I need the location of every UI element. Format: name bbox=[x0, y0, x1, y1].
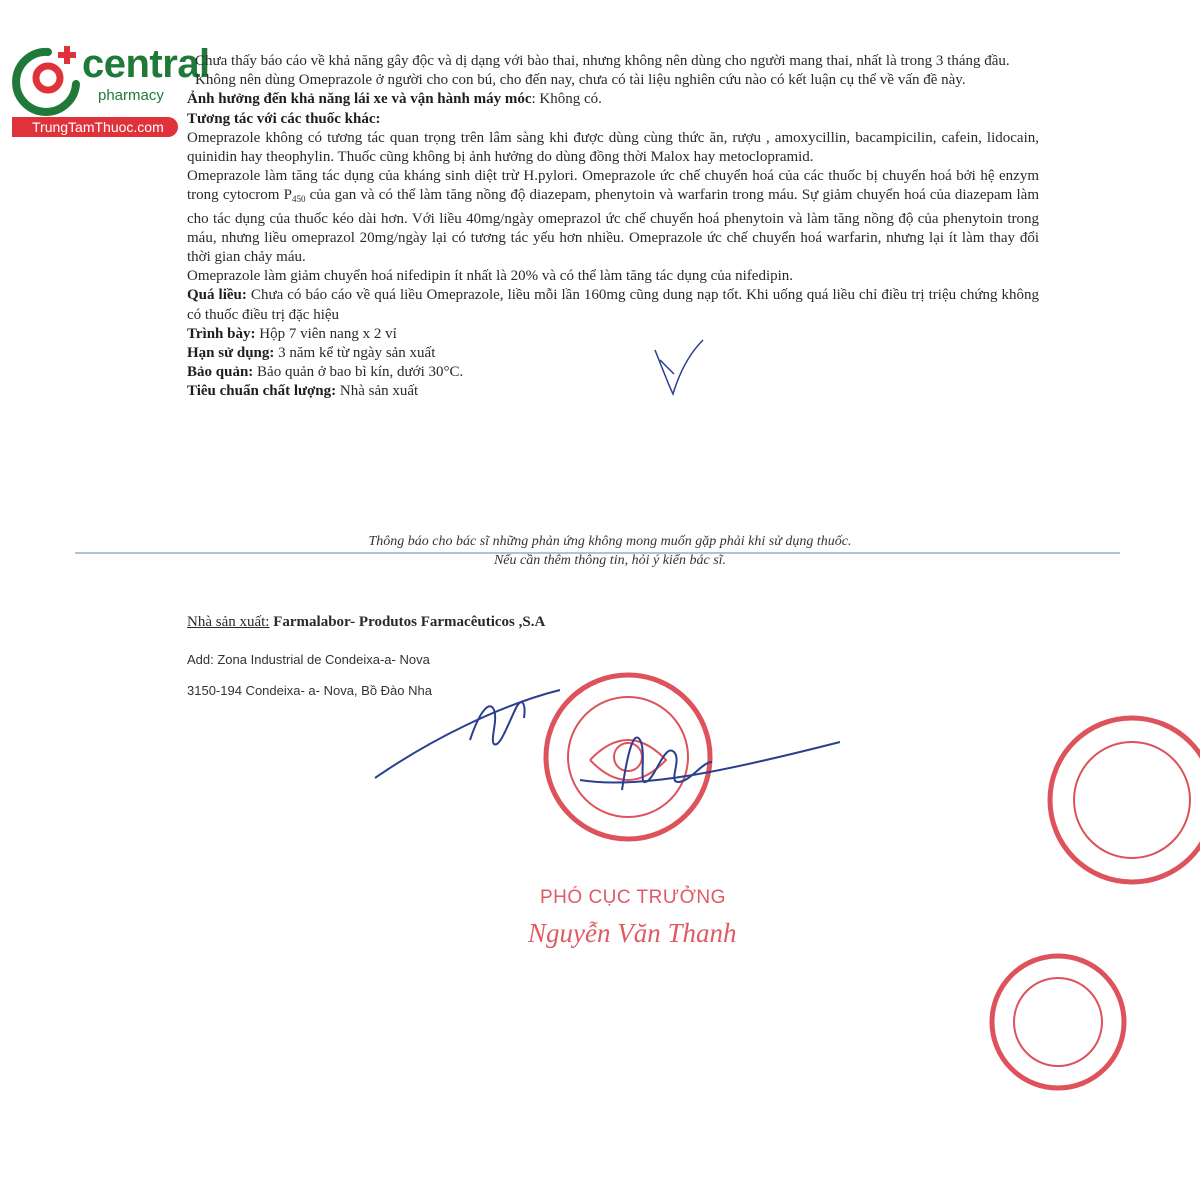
shelf-life-label: Hạn sử dụng: bbox=[187, 345, 275, 362]
brand-url[interactable]: TrungTamThuoc.com bbox=[12, 117, 178, 137]
lactation-paragraph: Không nên dùng Omeprazole ở người cho con bú, cho đến nay, chưa có tài liệu nghiên cứu nào có kết luận cụ thể về vấn đề này. bbox=[195, 72, 966, 89]
interactions-heading: Tương tác với các thuốc khác: bbox=[187, 110, 381, 127]
interactions-paragraph-3: Omeprazole làm giảm chuyển hoá nifedipin ít nhất là 20% và có thể làm tăng tác dụng của nifedipin. bbox=[187, 268, 794, 285]
notice-line-2: Nếu cần thêm thông tin, hỏi ý kiến bác sĩ. bbox=[493, 553, 727, 568]
interactions-paragraph-2: Omeprazole làm tăng tác dụng của kháng sinh diệt trừ H.pylori. Omeprazole ức chế chuyển hoá của các thuốc bị chuyển hoá bởi hệ enzym trong cytocrom $P_{450}$ của gan và có thể làm tăng nồng độ diazepam, phenytoin và warfarin trong máu. Sự giảm chuyển hoá của diazepam làm cho tác dụng của thuốc kéo dài hơn. Với liều 40mg/ngày omeprazol ức chế chuyển hoá phenytoin và làm tăng nồng độ của phenytoin trong máu, nhưng liều omeprazol 20mg/ngày lại có tương tác yếu hơn nhiều. Omeprazole ức chế chuyển hoá warfarin, nhưng lại ít làm thay đổi thời gian chảy máu. bbox=[187, 168, 1039, 266]
brand-tagline: pharmacy bbox=[98, 87, 164, 104]
quality-standard-label: Tiêu chuẩn chất lượng: bbox=[187, 383, 337, 400]
manufacturer-name: Farmalabor- Produtos Farmacêuticos ,S.A bbox=[273, 614, 546, 630]
quality-standard-text: Nhà sản xuất bbox=[336, 383, 419, 400]
signatory-name: Nguyễn Văn Thanh bbox=[528, 918, 737, 948]
driving-value: : Không có. bbox=[531, 91, 602, 108]
brand-name: central bbox=[82, 42, 210, 86]
partial-stamp-right-top-icon bbox=[1050, 718, 1200, 882]
pregnancy-paragraph: Chưa thấy báo cáo về khả năng gây độc và dị dạng với bào thai, nhưng không nên dùng cho người mang thai, nhất là trong 3 tháng đầu. bbox=[195, 53, 1010, 69]
shelf-life-text: 3 năm kể từ ngày sản xuất bbox=[274, 345, 436, 362]
initials-signature-icon bbox=[655, 340, 703, 394]
overdose-label: Quá liều: bbox=[187, 287, 247, 304]
signatory-title: PHÓ CỤC TRƯỞNG bbox=[540, 887, 726, 908]
manufacturer-label: Nhà sản xuất: bbox=[187, 614, 270, 630]
presentation-text: Hộp 7 viên nang x 2 vỉ bbox=[255, 325, 397, 342]
driving-label: Ảnh hưởng đến khả năng lái xe và vận hành máy móc bbox=[187, 91, 532, 108]
presentation-label: Trình bày: bbox=[187, 325, 256, 342]
notice-line-1: Thông báo cho bác sĩ những phản ứng không mong muốn gặp phải khi sử dụng thuốc. bbox=[368, 534, 852, 549]
storage-label: Bảo quản: bbox=[187, 364, 254, 381]
partial-stamp-right-bottom-icon bbox=[992, 956, 1124, 1088]
storage-text: Bảo quản ở bao bì kín, dưới 30°C. bbox=[253, 364, 464, 381]
interactions-paragraph-1: Omeprazole không có tương tác quan trọng trên lâm sàng khi được dùng cùng thức ăn, rượu , amoxycillin, bacampicilin, cafein, lidocain, quinidin hay theophylin. Thuốc cũng không bị ảnh hưởng do dùng đồng thời Malox hay metoclopramid. bbox=[187, 129, 1039, 166]
overdose-text: Chưa có báo cáo về quá liều Omeprazole, liều mỗi lần 160mg cũng dung nạp tốt. Khi uống quá liều chỉ điều trị triệu chứng không có thuốc điều trị đặc hiệu bbox=[187, 287, 1039, 323]
manufacturer-address-1: Add: Zona Industrial de Condeixa-a- Nova bbox=[187, 652, 430, 667]
cytochrome-subscript: 450 bbox=[291, 194, 306, 205]
manufacturer-address-2: 3150-194 Condeixa- a- Nova, Bồ Đào Nha bbox=[187, 683, 432, 698]
